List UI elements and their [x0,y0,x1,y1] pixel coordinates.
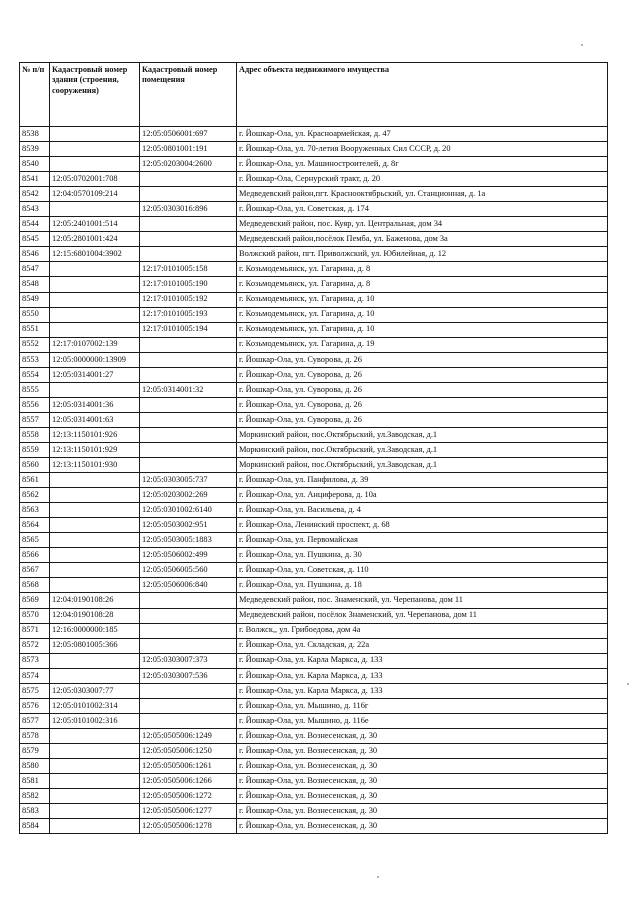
cell-building-cadastral-number [50,277,140,292]
table-row [20,608,608,623]
cell-room-cadastral-number [140,713,237,728]
cell-property-address: г. Йошкар-Ола, ул. Мышино, д. 116г [237,698,608,713]
cell-row-number: 8578 [20,728,50,743]
cell-property-address: Медведевский район,пгт. Краснооктябрьский, ул. Станционная, д. 1а [237,187,608,202]
cell-building-cadastral-number [50,157,140,172]
cell-row-number: 8566 [20,548,50,563]
table-row [20,232,608,247]
cell-room-cadastral-number [140,698,237,713]
cell-row-number: 8570 [20,608,50,623]
cell-row-number: 8569 [20,593,50,608]
cell-property-address: г. Йошкар-Ола, ул. Суворова, д. 26 [237,367,608,382]
cell-row-number: 8561 [20,473,50,488]
cell-room-cadastral-number: 12:05:0505006:1250 [140,743,237,758]
cell-property-address: г. Йошкар-Ола, Сернурский тракт, д. 20 [237,172,608,187]
cell-room-cadastral-number [140,247,237,262]
cell-room-cadastral-number [140,172,237,187]
cell-building-cadastral-number: 12:05:0702001:708 [50,172,140,187]
cell-building-cadastral-number: 12:04:0570109:214 [50,187,140,202]
cell-row-number: 8547 [20,262,50,277]
cell-room-cadastral-number [140,412,237,427]
cell-row-number: 8567 [20,563,50,578]
cell-property-address: г. Йошкар-Ола, ул. Панфилова, д. 39 [237,473,608,488]
property-registry-table [19,62,608,834]
cell-row-number: 8540 [20,157,50,172]
scan-speck [581,44,583,46]
cell-row-number: 8584 [20,819,50,834]
cell-building-cadastral-number [50,473,140,488]
cell-building-cadastral-number: 12:04:0190108:28 [50,608,140,623]
cell-room-cadastral-number [140,593,237,608]
cell-row-number: 8551 [20,322,50,337]
cell-property-address: Моркинский район, пос.Октябрьский, ул.Заводская, д.1 [237,427,608,442]
cell-property-address: Моркинский район, пос.Октябрьский, ул.Заводская, д.1 [237,442,608,457]
cell-row-number: 8554 [20,367,50,382]
cell-property-address: г. Йошкар-Ола, ул. Суворова, д. 26 [237,412,608,427]
cell-property-address: г. Козьмодемьянск, ул. Гагарина, д. 10 [237,307,608,322]
table-row [20,774,608,789]
table-row [20,804,608,819]
cell-room-cadastral-number: 12:05:0303007:536 [140,668,237,683]
cell-building-cadastral-number: 12:13:1150101:930 [50,458,140,473]
cell-property-address: г. Йошкар-Ола, ул. Суворова, д. 26 [237,352,608,367]
cell-room-cadastral-number: 12:05:0301002:6140 [140,503,237,518]
cell-property-address: Медведевский район, пос. Куяр, ул. Центральная, дом 34 [237,217,608,232]
table-row [20,548,608,563]
cell-property-address: г. Волжск,, ул. Грибоедова, дом 4а [237,623,608,638]
cell-building-cadastral-number [50,127,140,142]
cell-room-cadastral-number: 12:05:0503005:1883 [140,533,237,548]
table-row [20,187,608,202]
cell-row-number: 8541 [20,172,50,187]
cell-property-address: г. Йошкар-Ола, ул. Вознесенская, д. 30 [237,774,608,789]
cell-row-number: 8557 [20,412,50,427]
cell-row-number: 8572 [20,638,50,653]
cell-property-address: г. Йошкар-Ола, ул. Вознесенская, д. 30 [237,804,608,819]
cell-property-address: г. Козьмодемьянск, ул. Гагарина, д. 8 [237,277,608,292]
cell-building-cadastral-number [50,728,140,743]
table-row [20,412,608,427]
cell-row-number: 8577 [20,713,50,728]
cell-building-cadastral-number [50,503,140,518]
table-row [20,638,608,653]
cell-property-address: г. Йошкар-Ола, ул. 70-летия Вооруженных Сил СССР, д. 20 [237,142,608,157]
cell-building-cadastral-number: 12:05:2401001:514 [50,217,140,232]
table-body [20,127,608,834]
table-row [20,307,608,322]
cell-building-cadastral-number [50,804,140,819]
cell-room-cadastral-number: 12:05:0506006:840 [140,578,237,593]
cell-property-address: г. Йошкар-Ола, ул. Советская, д. 110 [237,563,608,578]
cell-room-cadastral-number: 12:05:0203004:2600 [140,157,237,172]
cell-room-cadastral-number: 12:17:0101005:193 [140,307,237,322]
cell-building-cadastral-number: 12:04:0190108:26 [50,593,140,608]
cell-property-address: г. Йошкар-Ола, ул. Карла Маркса, д. 133 [237,653,608,668]
cell-property-address: г. Йошкар-Ола, ул. Складская, д. 22а [237,638,608,653]
cell-row-number: 8556 [20,397,50,412]
table-row [20,367,608,382]
cell-room-cadastral-number [140,608,237,623]
cell-building-cadastral-number [50,563,140,578]
table-row [20,503,608,518]
cell-building-cadastral-number [50,743,140,758]
cell-building-cadastral-number [50,307,140,322]
cell-building-cadastral-number: 12:05:0101002:314 [50,698,140,713]
cell-building-cadastral-number [50,262,140,277]
table-row [20,713,608,728]
cell-room-cadastral-number [140,187,237,202]
table-row [20,488,608,503]
cell-room-cadastral-number [140,623,237,638]
cell-building-cadastral-number [50,548,140,563]
cell-room-cadastral-number: 12:05:0505006:1277 [140,804,237,819]
cell-row-number: 8538 [20,127,50,142]
cell-property-address: г. Йошкар-Ола, ул. Вознесенская, д. 30 [237,819,608,834]
cell-room-cadastral-number [140,397,237,412]
cell-property-address: Медведевский район,посёлок Пемба, ул. Баженова, дом 3а [237,232,608,247]
cell-room-cadastral-number [140,683,237,698]
cell-row-number: 8555 [20,382,50,397]
cell-property-address: г. Йошкар-Ола, ул. Пушкина, д. 30 [237,548,608,563]
cell-room-cadastral-number: 12:05:0303005:737 [140,473,237,488]
cell-room-cadastral-number: 12:05:0303007:373 [140,653,237,668]
cell-row-number: 8563 [20,503,50,518]
table-row [20,518,608,533]
cell-property-address: г. Козьмодемьянск, ул. Гагарина, д. 8 [237,262,608,277]
cell-row-number: 8550 [20,307,50,322]
cell-room-cadastral-number [140,427,237,442]
cell-building-cadastral-number: 12:13:1150101:926 [50,427,140,442]
scan-speck [377,876,379,878]
cell-building-cadastral-number [50,578,140,593]
cell-property-address: г. Йошкар-Ола, ул. Анциферова, д. 10а [237,488,608,503]
cell-property-address: г. Йошкар-Ола, ул. Вознесенская, д. 30 [237,728,608,743]
cell-room-cadastral-number: 12:05:0505006:1261 [140,758,237,773]
table-row [20,322,608,337]
cell-property-address: г. Йошкар-Ола, Ленинский проспект, д. 68 [237,518,608,533]
table-row [20,578,608,593]
cell-room-cadastral-number [140,232,237,247]
table-row [20,698,608,713]
cell-room-cadastral-number: 12:05:0801001:191 [140,142,237,157]
cell-building-cadastral-number: 12:05:0303007:77 [50,683,140,698]
cell-property-address: г. Йошкар-Ола, ул. Первомайская [237,533,608,548]
cell-room-cadastral-number [140,442,237,457]
cell-property-address: Моркинский район, пос.Октябрьский, ул.Заводская, д.1 [237,458,608,473]
cell-property-address: г. Козьмодемьянск, ул. Гагарина, д. 10 [237,322,608,337]
cell-building-cadastral-number [50,382,140,397]
cell-row-number: 8575 [20,683,50,698]
header-property-address: Адрес объекта недвижимого имущества [237,63,608,127]
table-row [20,563,608,578]
cell-row-number: 8583 [20,804,50,819]
cell-building-cadastral-number: 12:05:0101002:316 [50,713,140,728]
cell-property-address: г. Йошкар-Ола, ул. Карла Маркса, д. 133 [237,668,608,683]
cell-building-cadastral-number [50,142,140,157]
cell-property-address: г. Йошкар-Ола, ул. Вознесенская, д. 30 [237,758,608,773]
cell-building-cadastral-number: 12:05:2801001:424 [50,232,140,247]
cell-row-number: 8542 [20,187,50,202]
cell-building-cadastral-number: 12:05:0000000:13909 [50,352,140,367]
cell-building-cadastral-number: 12:15:6801004:3902 [50,247,140,262]
scan-speck [627,683,629,685]
cell-room-cadastral-number [140,217,237,232]
cell-room-cadastral-number: 12:05:0506005:560 [140,563,237,578]
cell-row-number: 8543 [20,202,50,217]
cell-room-cadastral-number: 12:05:0505006:1272 [140,789,237,804]
cell-room-cadastral-number: 12:05:0506002:499 [140,548,237,563]
cell-property-address: г. Йошкар-Ола, ул. Вознесенская, д. 30 [237,789,608,804]
cell-room-cadastral-number: 12:05:0505006:1249 [140,728,237,743]
cell-building-cadastral-number: 12:05:0314001:27 [50,367,140,382]
cell-row-number: 8564 [20,518,50,533]
cell-row-number: 8546 [20,247,50,262]
cell-row-number: 8565 [20,533,50,548]
cell-property-address: Медведевский район, пос. Знаменский, ул. Черепанова, дом 11 [237,593,608,608]
cell-room-cadastral-number: 12:17:0101005:194 [140,322,237,337]
table-row [20,743,608,758]
cell-building-cadastral-number [50,322,140,337]
cell-property-address: г. Йошкар-Ола, ул. Пушкина, д. 18 [237,578,608,593]
cell-building-cadastral-number [50,292,140,307]
cell-room-cadastral-number: 12:05:0505006:1266 [140,774,237,789]
table-row [20,157,608,172]
cell-property-address: Медведевский район, посёлок Знаменский, ул. Черепанова, дом 11 [237,608,608,623]
cell-building-cadastral-number [50,202,140,217]
cell-row-number: 8576 [20,698,50,713]
cell-property-address: г. Йошкар-Ола, ул. Суворова, д. 26 [237,397,608,412]
table-row [20,789,608,804]
table-row [20,683,608,698]
cell-row-number: 8545 [20,232,50,247]
cell-building-cadastral-number: 12:05:0801005:366 [50,638,140,653]
cell-property-address: г. Козьмодемьянск, ул. Гагарина, д. 10 [237,292,608,307]
cell-room-cadastral-number: 12:05:0503002:951 [140,518,237,533]
cell-building-cadastral-number [50,758,140,773]
cell-room-cadastral-number [140,337,237,352]
cell-row-number: 8568 [20,578,50,593]
table-row [20,247,608,262]
table-row [20,458,608,473]
table-row [20,217,608,232]
cell-property-address: г. Йошкар-Ола, ул. Суворова, д. 26 [237,382,608,397]
cell-room-cadastral-number [140,352,237,367]
cell-building-cadastral-number [50,819,140,834]
cell-property-address: г. Йошкар-Ола, ул. Карла Маркса, д. 133 [237,683,608,698]
header-room-cadastral-number: Кадастровый номер помещения [140,63,237,127]
cell-row-number: 8574 [20,668,50,683]
table-row [20,292,608,307]
table-row [20,728,608,743]
table-row [20,668,608,683]
cell-room-cadastral-number: 12:05:0505006:1278 [140,819,237,834]
cell-property-address: Волжский район, пгт. Приволжский, ул. Юбилейная, д. 12 [237,247,608,262]
table-row [20,142,608,157]
cell-room-cadastral-number [140,367,237,382]
table-row [20,593,608,608]
table-row [20,623,608,638]
cell-row-number: 8579 [20,743,50,758]
cell-row-number: 8544 [20,217,50,232]
cell-room-cadastral-number: 12:05:0506001:697 [140,127,237,142]
cell-row-number: 8559 [20,442,50,457]
cell-property-address: г. Йошкар-Ола, ул. Мышино, д. 116е [237,713,608,728]
header-row-number: № п/п [20,63,50,127]
table-row [20,397,608,412]
cell-property-address: г. Йошкар-Ола, ул. Вознесенская, д. 30 [237,743,608,758]
cell-row-number: 8571 [20,623,50,638]
cell-row-number: 8558 [20,427,50,442]
cell-row-number: 8553 [20,352,50,367]
cell-building-cadastral-number [50,488,140,503]
table-row [20,277,608,292]
cell-building-cadastral-number [50,789,140,804]
table-row [20,819,608,834]
table-row [20,262,608,277]
cell-building-cadastral-number [50,774,140,789]
cell-room-cadastral-number: 12:17:0101005:190 [140,277,237,292]
cell-building-cadastral-number [50,533,140,548]
table-row [20,202,608,217]
cell-property-address: г. Йошкар-Ола, ул. Красноармейская, д. 47 [237,127,608,142]
cell-building-cadastral-number [50,653,140,668]
cell-property-address: г. Йошкар-Ола, ул. Машиностроителей, д. 8г [237,157,608,172]
table-row [20,382,608,397]
table-row [20,758,608,773]
cell-building-cadastral-number: 12:17:0107002:139 [50,337,140,352]
cell-row-number: 8580 [20,758,50,773]
cell-row-number: 8549 [20,292,50,307]
cell-row-number: 8562 [20,488,50,503]
cell-building-cadastral-number: 12:13:1150101:929 [50,442,140,457]
cell-room-cadastral-number: 12:05:0303016:896 [140,202,237,217]
table-row [20,653,608,668]
cell-row-number: 8582 [20,789,50,804]
table-row [20,172,608,187]
cell-room-cadastral-number: 12:17:0101005:192 [140,292,237,307]
cell-row-number: 8539 [20,142,50,157]
cell-row-number: 8573 [20,653,50,668]
cell-row-number: 8581 [20,774,50,789]
table-header-row [20,63,608,127]
table-row [20,127,608,142]
cell-room-cadastral-number [140,638,237,653]
table-row [20,427,608,442]
cell-building-cadastral-number [50,518,140,533]
cell-room-cadastral-number: 12:17:0101005:158 [140,262,237,277]
cell-building-cadastral-number: 12:05:0314001:36 [50,397,140,412]
cell-building-cadastral-number: 12:05:0314001:63 [50,412,140,427]
cell-row-number: 8548 [20,277,50,292]
cell-room-cadastral-number: 12:05:0314001:32 [140,382,237,397]
table-row [20,337,608,352]
cell-row-number: 8560 [20,458,50,473]
cell-row-number: 8552 [20,337,50,352]
table-row [20,473,608,488]
cell-room-cadastral-number: 12:05:0203002:269 [140,488,237,503]
table-row [20,442,608,457]
cell-building-cadastral-number [50,668,140,683]
cell-property-address: г. Козьмодемьянск, ул. Гагарина, д. 19 [237,337,608,352]
cell-property-address: г. Йошкар-Ола, ул. Васильева, д. 4 [237,503,608,518]
cell-room-cadastral-number [140,458,237,473]
header-building-cadastral-number: Кадастровый номер здания (строения, сооружения) [50,63,140,127]
cell-property-address: г. Йошкар-Ола, ул. Советская, д. 174 [237,202,608,217]
table-row [20,352,608,367]
table-row [20,533,608,548]
cell-building-cadastral-number: 12:16:0000000:185 [50,623,140,638]
